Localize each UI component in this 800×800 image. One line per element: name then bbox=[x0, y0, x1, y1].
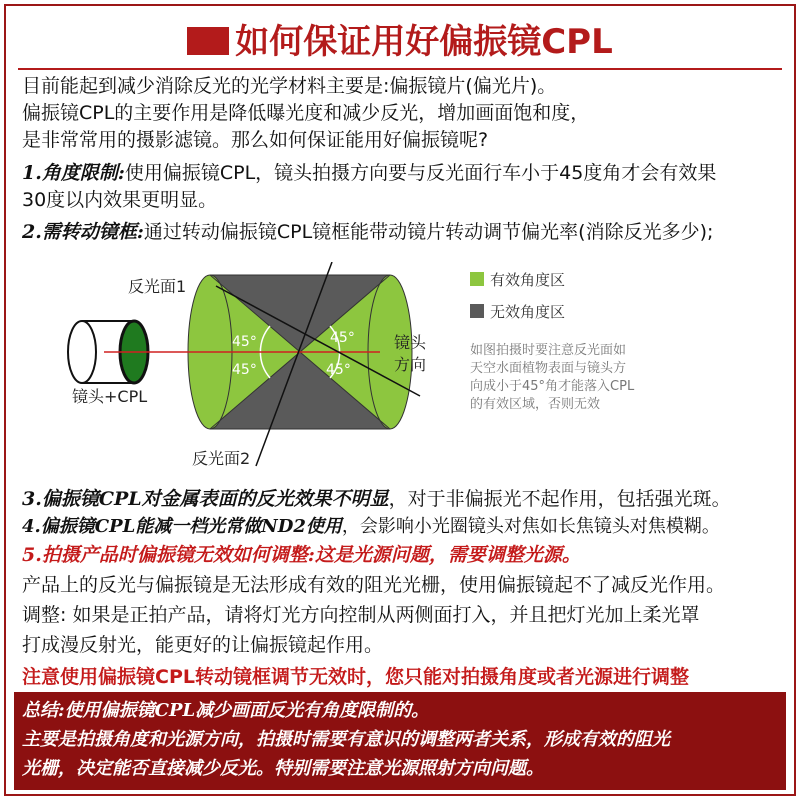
label-reflect-1: 反光面1 bbox=[128, 277, 187, 296]
note-line-2: 天空水面植物表面与镜头方 bbox=[470, 361, 627, 376]
summary-line-1: 总结:使用偏振镜CPL减少画面反光有角度限制的。 bbox=[22, 700, 430, 721]
title-text: 如何保证用好偏振镜CPL bbox=[235, 22, 613, 62]
intro-line-1: 目前能起到减少消除反光的光学材料主要是:偏振镜片(偏光片)。 bbox=[22, 75, 557, 97]
point-1-lead: 1.角度限制: bbox=[22, 162, 125, 184]
label-direction-2: 方向 bbox=[394, 355, 427, 374]
note-line-4: 的有效区域，否则无效 bbox=[470, 397, 601, 412]
warning-line: 注意使用偏振镜CPL转动镜框调节无效时，您只能对拍摄角度或者光源进行调整 bbox=[22, 666, 689, 688]
angle-label-tl: 45° bbox=[232, 334, 257, 350]
angle-label-bl: 45° bbox=[232, 362, 257, 378]
title-square-icon bbox=[187, 27, 229, 55]
point-2-line: 2.需转动镜框:通过转动偏振镜CPL镜框能带动镜片转动调节偏光率(消除反光多少); bbox=[22, 221, 714, 243]
summary-box bbox=[14, 692, 786, 790]
point-5-line: 5.拍摄产品时偏振镜无效如何调整:这是光源问题，需要调整光源。 bbox=[22, 544, 581, 566]
label-direction-1: 镜头 bbox=[394, 333, 427, 352]
legend-invalid-swatch bbox=[470, 304, 484, 318]
point-4-lead: 4.偏振镜CPL能减一档光常做ND2使用 bbox=[22, 516, 342, 537]
point-1-cont: 30度以内效果更明显。 bbox=[22, 189, 218, 211]
summary-line-3: 光栅，决定能否直接减少反光。特别需要注意光源照射方向问题。 bbox=[22, 758, 544, 779]
label-lens-cpl: 镜头+CPL bbox=[72, 387, 148, 406]
legend-invalid-label: 无效角度区 bbox=[490, 303, 566, 321]
summary-line-2: 主要是拍摄角度和光源方向，拍摄时需要有意识的调整两者关系，形成有效的阻光 bbox=[22, 729, 670, 750]
body-line-1: 产品上的反光与偏振镜是无法形成有效的阻光光栅，使用偏振镜起不了减反光作用。 bbox=[22, 574, 726, 596]
legend-valid-swatch bbox=[470, 272, 484, 286]
intro-line-3: 是非常常用的摄影滤镜。那么如何保证能用好偏振镜呢? bbox=[22, 129, 489, 151]
intro-line-2: 偏振镜CPL的主要作用是降低曝光度和减少反光，增加画面饱和度， bbox=[22, 102, 590, 124]
legend-valid-label: 有效角度区 bbox=[490, 271, 566, 289]
lens-back-ellipse bbox=[68, 321, 96, 383]
point-3-lead: 3.偏振镜CPL对金属表面的反光效果不明显 bbox=[22, 488, 389, 510]
body-line-3: 打成漫反射光，能更好的让偏振镜起作用。 bbox=[22, 634, 384, 656]
label-reflect-2: 反光面2 bbox=[192, 449, 251, 468]
page-title bbox=[0, 18, 800, 66]
point-2-lead: 2.需转动镜框: bbox=[22, 221, 144, 243]
body-line-2: 调整: 如果是正拍产品，请将灯光方向控制从两侧面打入，并且把灯光加上柔光罩 bbox=[22, 604, 700, 626]
angle-label-tr: 45° bbox=[330, 330, 355, 346]
note-line-3: 向成小于45°角才能落入CPL bbox=[470, 379, 635, 394]
cpl-angle-diagram bbox=[20, 262, 780, 484]
angle-label-br: 45° bbox=[326, 362, 351, 378]
point-4-line: 4.偏振镜CPL能减一档光常做ND2使用，会影响小光圈镜头对焦如长焦镜头对焦模糊。 bbox=[22, 516, 720, 537]
point-1-line: 1.角度限制:使用偏振镜CPL，镜头拍摄方向要与反光面行车小于45度角才会有效果 bbox=[22, 162, 717, 184]
title-divider bbox=[18, 68, 782, 70]
note-line-1: 如图拍摄时要注意反光面如 bbox=[470, 343, 627, 358]
point-3-line: 3.偏振镜CPL对金属表面的反光效果不明显，对于非偏振光不起作用，包括强光斑。 bbox=[22, 488, 731, 510]
